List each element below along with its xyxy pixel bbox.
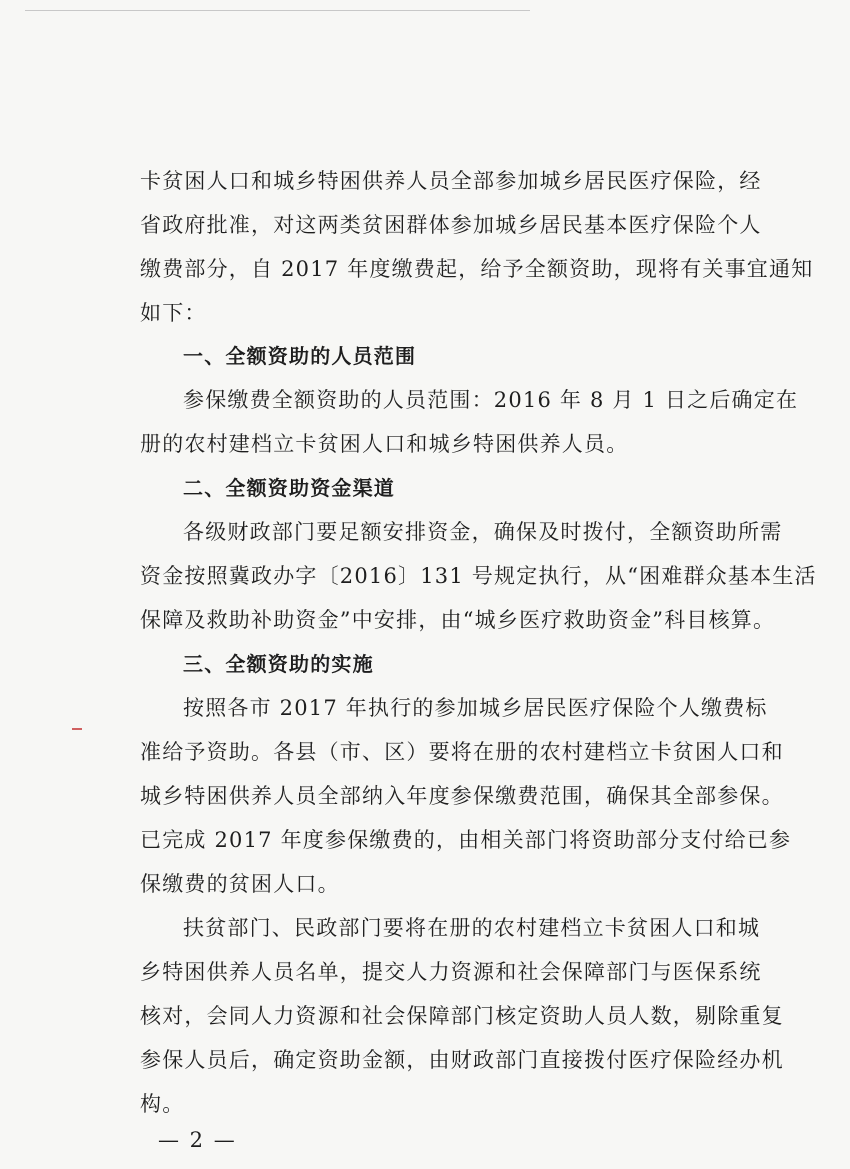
body-line: 省政府批准，对这两类贫困群体参加城乡居民基本医疗保险个人 [140,213,762,237]
body-line: 已完成 2017 年度参保缴费的，由相关部门将资助部分支付给已参 [140,828,792,852]
body-line: 各级财政部门要足额安排资金，确保及时拨付，全额资助所需 [183,520,783,544]
body-line: 保障及救助补助资金”中安排，由“城乡医疗救助资金”科目核算。 [140,608,776,632]
body-line: 构。 [140,1092,185,1116]
body-line: 资金按照冀政办字〔2016〕131 号规定执行，从“困难群众基本生活 [140,564,817,588]
top-rule [25,10,530,11]
body-line: 城乡特困供养人员全部纳入年度参保缴费范围，确保其全部参保。 [140,784,784,808]
body-line: 准给予资助。各县（市、区）要将在册的农村建档立卡贫困人口和 [140,740,784,764]
body-line: 参保缴费全额资助的人员范围：2016 年 8 月 1 日之后确定在 [183,388,799,412]
body-line: 核对，会同人力资源和社会保障部门核定资助人员人数，剔除重复 [140,1004,784,1028]
page-number: — 2 — [158,1128,237,1152]
body-line: 按照各市 2017 年执行的参加城乡居民医疗保险个人缴费标 [183,696,768,720]
body-line: 缴费部分，自 2017 年度缴费起，给予全额资助，现将有关事宜通知 [140,257,814,281]
body-line: 册的农村建档立卡贫困人口和城乡特困供养人员。 [140,432,629,456]
section-heading-3: 三、全额资助的实施 [183,652,374,676]
body-line: 保缴费的贫困人口。 [140,872,340,896]
margin-mark [72,728,82,730]
body-line: 扶贫部门、民政部门要将在册的农村建档立卡贫困人口和城 [183,916,761,940]
body-line: 参保人员后，确定资助金额，由财政部门直接拨付医疗保险经办机 [140,1048,784,1072]
body-line: 卡贫困人口和城乡特困供养人员全部参加城乡居民医疗保险，经 [140,169,762,193]
body-line: 乡特困供养人员名单，提交人力资源和社会保障部门与医保系统 [140,960,762,984]
section-heading-2: 二、全额资助资金渠道 [183,476,395,500]
section-heading-1: 一、全额资助的人员范围 [183,344,417,368]
body-line: 如下： [140,301,207,325]
